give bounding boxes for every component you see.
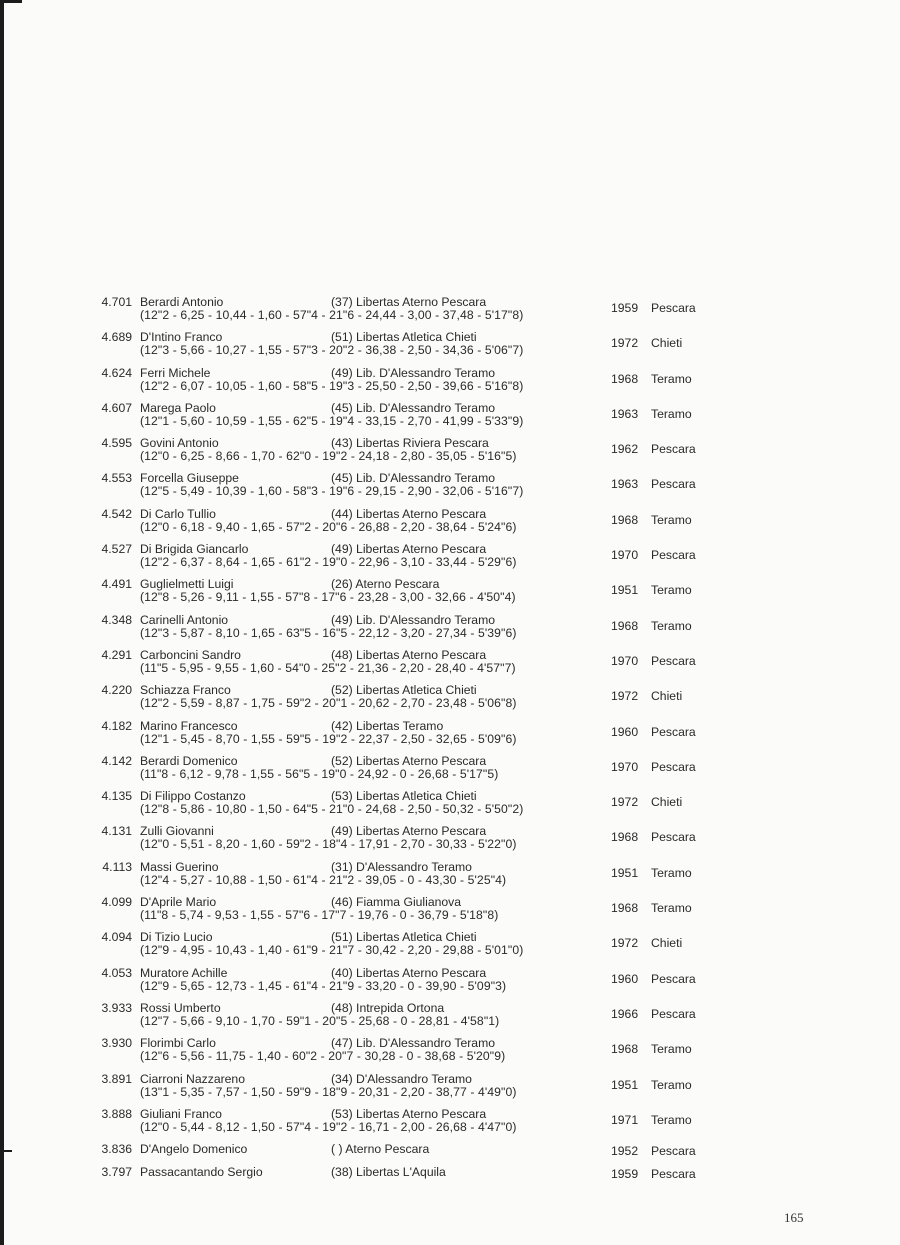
athlete-score: 3.930 <box>101 1036 132 1051</box>
athlete-score: 4.542 <box>101 506 132 521</box>
record-year: 1963 <box>611 477 639 492</box>
athlete-club: (52) Libertas Aterno Pescara <box>331 753 487 768</box>
athlete-club: (53) Libertas Atletica Chieti <box>331 789 477 804</box>
athlete-score: 4.595 <box>101 436 132 451</box>
athlete-score: 4.527 <box>101 542 132 557</box>
event-splits: (12"0 - 5,51 - 8,20 - 1,60 - 59"2 - 18"4 - 17,91 - 2,70 - 30,33 - 5'22"0) <box>140 837 517 852</box>
event-splits: (12"8 - 5,86 - 10,80 - 1,50 - 64"5 - 21"0 - 24,68 - 2,50 - 50,32 - 5'50"2) <box>140 802 524 817</box>
event-splits: (12"1 - 5,45 - 8,70 - 1,55 - 59"5 - 19"2 - 22,37 - 2,50 - 32,65 - 5'09"6) <box>140 731 517 746</box>
result-entry <box>0 999 900 1034</box>
results-list <box>0 293 900 1186</box>
result-entry <box>0 858 900 893</box>
event-splits: (12"2 - 5,59 - 8,87 - 1,75 - 59"2 - 20"1 - 20,62 - 2,70 - 23,48 - 5'06"8) <box>140 696 517 711</box>
record-city: Pescara <box>651 971 696 986</box>
athlete-club: (38) Libertas L'Aquila <box>331 1165 446 1180</box>
page-number: 165 <box>784 1210 804 1225</box>
athlete-score: 4.220 <box>101 683 132 698</box>
result-entry <box>0 505 900 540</box>
result-entry <box>0 540 900 575</box>
event-splits: (12"0 - 6,25 - 8,66 - 1,70 - 62"0 - 19"2 - 24,18 - 2,80 - 35,05 - 5'16"5) <box>140 449 517 464</box>
athlete-club: (45) Lib. D'Alessandro Teramo <box>331 400 495 415</box>
athlete-club: (46) Fiamma Giulianova <box>331 895 462 910</box>
athlete-score: 4.094 <box>101 930 132 945</box>
record-city: Chieti <box>651 795 683 810</box>
record-year: 1966 <box>611 1006 639 1021</box>
event-splits: (12"0 - 5,44 - 8,12 - 1,50 - 57"4 - 19"2 - 16,71 - 2,00 - 26,68 - 4'47"0) <box>140 1119 517 1134</box>
record-city: Pescara <box>651 724 696 739</box>
athlete-score: 4.689 <box>101 330 132 345</box>
athlete-club: (47) Lib. D'Alessandro Teramo <box>331 1036 495 1051</box>
record-city: Chieti <box>651 336 683 351</box>
athlete-name: Forcella Giuseppe <box>140 471 239 486</box>
record-city: Pescara <box>651 442 696 457</box>
athlete-name: Ciarroni Nazzareno <box>140 1071 245 1086</box>
athlete-score: 4.701 <box>101 295 132 309</box>
event-splits: (12"2 - 6,37 - 8,64 - 1,65 - 61"2 - 19"0 - 22,96 - 3,10 - 33,44 - 5'29"6) <box>140 555 517 570</box>
athlete-name: Rossi Umberto <box>140 1000 221 1015</box>
athlete-score: 3.888 <box>101 1106 132 1121</box>
athlete-club: (44) Libertas Aterno Pescara <box>331 506 487 521</box>
record-year: 1968 <box>611 371 639 386</box>
athlete-score: 4.182 <box>101 718 132 733</box>
athlete-score: 4.131 <box>101 824 132 839</box>
record-year: 1972 <box>611 689 639 704</box>
result-entry <box>0 717 900 752</box>
athlete-name: Di Carlo Tullio <box>140 506 216 521</box>
athlete-score: 4.135 <box>101 789 132 804</box>
athlete-score: 4.142 <box>101 753 132 768</box>
record-city: Teramo <box>651 865 692 880</box>
record-year: 1970 <box>611 548 639 563</box>
athlete-name: Berardi Antonio <box>140 295 224 309</box>
result-entry <box>0 822 900 857</box>
event-splits: (11"8 - 5,74 - 9,53 - 1,55 - 57"6 - 17"7 - 19,76 - 0 - 36,79 - 5'18"8) <box>140 908 499 923</box>
record-city: Pescara <box>651 1006 696 1021</box>
result-entry <box>0 1163 900 1186</box>
result-entry <box>0 1034 900 1069</box>
result-entry <box>0 752 900 787</box>
athlete-score: 3.797 <box>101 1165 132 1180</box>
athlete-name: Di Filippo Costanzo <box>140 789 246 804</box>
athlete-name: Di Tizio Lucio <box>140 930 213 945</box>
athlete-club: (48) Intrepida Ortona <box>331 1000 445 1015</box>
event-splits: (12"3 - 5,87 - 8,10 - 1,65 - 63"5 - 16"5 - 22,12 - 3,20 - 27,34 - 5'39"6) <box>140 625 517 640</box>
athlete-club: (43) Libertas Riviera Pescara <box>331 436 489 451</box>
athlete-score: 4.053 <box>101 965 132 980</box>
record-year: 1960 <box>611 724 639 739</box>
athlete-score: 3.933 <box>101 1000 132 1015</box>
record-year: 1970 <box>611 759 639 774</box>
result-entry <box>0 293 900 328</box>
record-year: 1951 <box>611 583 639 598</box>
athlete-score: 3.836 <box>101 1142 132 1157</box>
record-year: 1972 <box>611 936 639 951</box>
athlete-score: 4.491 <box>101 577 132 592</box>
record-year: 1968 <box>611 512 639 527</box>
event-splits: (12"0 - 6,18 - 9,40 - 1,65 - 57"2 - 20"6 - 26,88 - 2,20 - 38,64 - 5'24"6) <box>140 519 517 534</box>
event-splits: (12"7 - 5,66 - 9,10 - 1,70 - 59"1 - 20"5 - 25,68 - 0 - 28,81 - 4'58"1) <box>140 1013 500 1028</box>
record-year: 1960 <box>611 971 639 986</box>
athlete-score: 4.607 <box>101 400 132 415</box>
athlete-club: (49) Lib. D'Alessandro Teramo <box>331 612 495 627</box>
record-year: 1968 <box>611 830 639 845</box>
athlete-club: (45) Lib. D'Alessandro Teramo <box>331 471 495 486</box>
event-splits: (13"1 - 5,35 - 7,57 - 1,50 - 59"9 - 18"9 - 20,31 - 2,20 - 38,77 - 4'49"0) <box>140 1084 517 1099</box>
result-entry <box>0 364 900 399</box>
athlete-score: 4.553 <box>101 471 132 486</box>
result-entry <box>0 1070 900 1105</box>
athlete-name: Berardi Domenico <box>140 753 238 768</box>
record-city: Teramo <box>651 583 692 598</box>
record-year: 1968 <box>611 901 639 916</box>
athlete-club: (26) Aterno Pescara <box>331 577 440 592</box>
athlete-name: D'Intino Franco <box>140 330 223 345</box>
event-splits: (12"6 - 5,56 - 11,75 - 1,40 - 60"2 - 20"7 - 30,28 - 0 - 38,68 - 5'20"9) <box>140 1049 506 1064</box>
record-year: 1959 <box>611 301 639 315</box>
athlete-name: Carboncini Sandro <box>140 647 241 662</box>
event-splits: (12"9 - 4,95 - 10,43 - 1,40 - 61"9 - 21"7 - 30,42 - 2,20 - 29,88 - 5'01"0) <box>140 943 524 958</box>
athlete-name: Florimbi Carlo <box>140 1036 216 1051</box>
record-city: Teramo <box>651 1077 692 1092</box>
athlete-club: (49) Lib. D'Alessandro Teramo <box>331 365 495 380</box>
result-entry <box>0 434 900 469</box>
result-entry <box>0 611 900 646</box>
athlete-club: (37) Libertas Aterno Pescara <box>331 295 487 309</box>
athlete-name: Di Brigida Giancarlo <box>140 542 249 557</box>
athlete-name: Govini Antonio <box>140 436 219 451</box>
athlete-name: Marino Francesco <box>140 718 238 733</box>
athlete-name: Muratore Achille <box>140 965 228 980</box>
record-city: Teramo <box>651 1042 692 1057</box>
event-splits: (12"9 - 5,65 - 12,73 - 1,45 - 61"4 - 21"9 - 33,20 - 0 - 39,90 - 5'09"3) <box>140 978 507 993</box>
athlete-club: (49) Libertas Aterno Pescara <box>331 824 487 839</box>
result-entry <box>0 964 900 999</box>
record-year: 1951 <box>611 865 639 880</box>
event-splits: (12"1 - 5,60 - 10,59 - 1,55 - 62"5 - 19"4 - 33,15 - 2,70 - 41,99 - 5'33"9) <box>140 413 524 428</box>
athlete-club: (31) D'Alessandro Teramo <box>331 859 472 874</box>
record-year: 1952 <box>611 1144 639 1159</box>
athlete-name: Ferri Michele <box>140 365 211 380</box>
record-city: Pescara <box>651 1167 696 1182</box>
athlete-club: (49) Libertas Aterno Pescara <box>331 542 487 557</box>
event-splits: (12"3 - 5,66 - 10,27 - 1,55 - 57"3 - 20"2 - 36,38 - 2,50 - 34,36 - 5'06"7) <box>140 343 524 358</box>
record-year: 1963 <box>611 406 639 421</box>
athlete-score: 4.348 <box>101 612 132 627</box>
athlete-score: 4.099 <box>101 895 132 910</box>
athlete-name: Guglielmetti Luigi <box>140 577 234 592</box>
record-city: Teramo <box>651 371 692 386</box>
event-splits: (12"2 - 6,07 - 10,05 - 1,60 - 58"5 - 19"3 - 25,50 - 2,50 - 39,66 - 5'16"8) <box>140 378 524 393</box>
record-city: Pescara <box>651 830 696 845</box>
athlete-name: Marega Paolo <box>140 400 216 415</box>
record-city: Pescara <box>651 653 696 668</box>
result-entry <box>0 893 900 928</box>
athlete-club: (52) Libertas Atletica Chieti <box>331 683 477 698</box>
result-entry <box>0 328 900 363</box>
record-city: Teramo <box>651 901 692 916</box>
result-entry <box>0 575 900 610</box>
athlete-club: (40) Libertas Aterno Pescara <box>331 965 487 980</box>
record-city: Pescara <box>651 548 696 563</box>
event-splits: (12"4 - 5,27 - 10,88 - 1,50 - 61"4 - 21"2 - 39,05 - 0 - 43,30 - 5'25"4) <box>140 872 507 887</box>
athlete-name: Giuliani Franco <box>140 1106 222 1121</box>
record-year: 1968 <box>611 618 639 633</box>
record-year: 1968 <box>611 1042 639 1057</box>
binding-mark <box>0 0 22 3</box>
record-city: Chieti <box>651 689 683 704</box>
athlete-name: D'Angelo Domenico <box>140 1142 248 1157</box>
result-entry <box>0 787 900 822</box>
result-entry <box>0 1105 900 1140</box>
athlete-club: (42) Libertas Teramo <box>331 718 444 733</box>
athlete-name: Zulli Giovanni <box>140 824 214 839</box>
event-splits: (11"5 - 5,95 - 9,55 - 1,60 - 54"0 - 25"2 - 21,36 - 2,20 - 28,40 - 4'57"7) <box>140 660 516 675</box>
athlete-score: 3.891 <box>101 1071 132 1086</box>
event-splits: (12"5 - 5,49 - 10,39 - 1,60 - 58"3 - 19"6 - 29,15 - 2,90 - 32,06 - 5'16"7) <box>140 484 524 499</box>
result-entry <box>0 928 900 963</box>
athlete-score: 4.624 <box>101 365 132 380</box>
record-city: Pescara <box>651 477 696 492</box>
result-entry <box>0 469 900 504</box>
record-city: Teramo <box>651 512 692 527</box>
record-year: 1972 <box>611 795 639 810</box>
athlete-score: 4.291 <box>101 647 132 662</box>
result-entry <box>0 646 900 681</box>
event-splits: (12"2 - 6,25 - 10,44 - 1,60 - 57"4 - 21"6 - 24,44 - 3,00 - 37,48 - 5'17"8) <box>140 308 524 322</box>
record-city: Pescara <box>651 1144 696 1159</box>
athlete-name: Passacantando Sergio <box>140 1165 263 1180</box>
record-year: 1962 <box>611 442 639 457</box>
athlete-club: (51) Libertas Atletica Chieti <box>331 330 477 345</box>
athlete-score: 4.113 <box>102 859 132 874</box>
athlete-club: (48) Libertas Aterno Pescara <box>331 647 487 662</box>
event-splits: (11"8 - 6,12 - 9,78 - 1,55 - 56"5 - 19"0 - 24,92 - 0 - 26,68 - 5'17"5) <box>140 766 499 781</box>
record-city: Chieti <box>651 936 683 951</box>
athlete-club: (34) D'Alessandro Teramo <box>331 1071 472 1086</box>
event-splits: (12"8 - 5,26 - 9,11 - 1,55 - 57"8 - 17"6 - 23,28 - 3,00 - 32,66 - 4'50"4) <box>140 590 516 605</box>
result-entry <box>0 681 900 716</box>
record-year: 1970 <box>611 653 639 668</box>
athlete-club: (51) Libertas Atletica Chieti <box>331 930 477 945</box>
result-entry <box>0 1140 900 1163</box>
record-city: Teramo <box>651 406 692 421</box>
athlete-name: Schiazza Franco <box>140 683 231 698</box>
record-year: 1972 <box>611 336 639 351</box>
athlete-name: D'Aprile Mario <box>140 895 217 910</box>
athlete-club: (53) Libertas Aterno Pescara <box>331 1106 487 1121</box>
record-city: Pescara <box>651 759 696 774</box>
athlete-name: Massi Guerino <box>140 859 219 874</box>
record-city: Teramo <box>651 618 692 633</box>
record-city: Teramo <box>651 1112 692 1127</box>
athlete-club: ( ) Aterno Pescara <box>331 1142 430 1157</box>
record-year: 1971 <box>611 1112 639 1127</box>
record-year: 1951 <box>611 1077 639 1092</box>
record-year: 1959 <box>611 1167 639 1182</box>
athlete-name: Carinelli Antonio <box>140 612 229 627</box>
result-entry <box>0 399 900 434</box>
record-city: Pescara <box>651 301 696 315</box>
